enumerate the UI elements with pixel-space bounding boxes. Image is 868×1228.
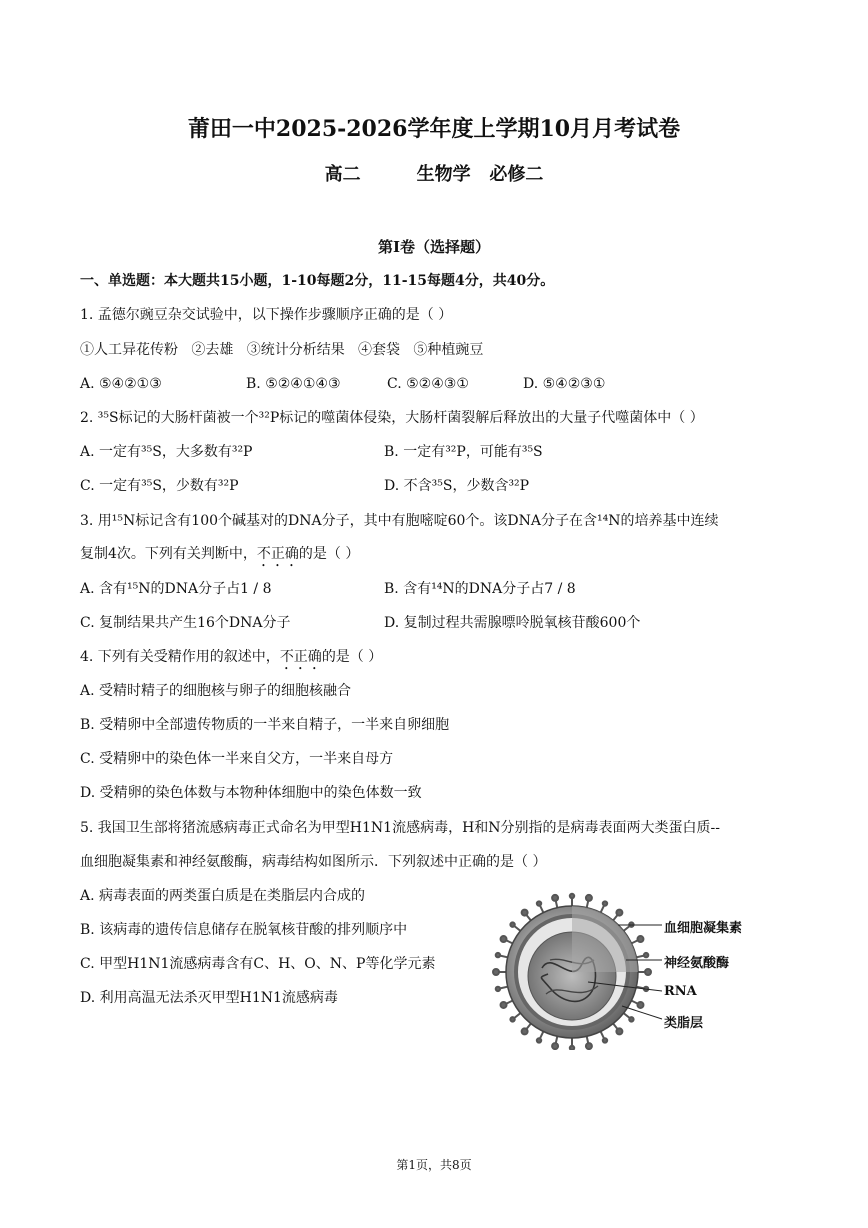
q3-option-d: D. 复制过程共需腺嘌呤脱氧核苷酸600个 [384, 615, 641, 631]
q4-option-c: C. 受精卵中的染色体一半来自父方，一半来自母方 [80, 751, 394, 767]
section-instructions: 一、单选题：本大题共15小题，1-10每题2分，11-15每题4分，共40分。 [80, 273, 555, 289]
exam-title: 莆田一中2025-2026学年度上学期10月月考试卷 [187, 116, 681, 142]
label-lipid-layer: 类脂层 [664, 1016, 704, 1031]
q4-stem [80, 647, 382, 673]
q4-stem-end: 的是（ ） [321, 649, 383, 665]
q3-stem-line2 [80, 544, 359, 570]
q3-option-c: C. 复制结果共产生16个DNA分子 [80, 615, 291, 631]
exam-subtitle [0, 160, 868, 186]
grade-label: 高二 [324, 164, 361, 185]
q1-steps: ①人工异花传粉 ②去雄 ③统计分析结果 ④套袋 ⑤种植豌豆 [80, 342, 484, 358]
label-hemagglutinin: 血细胞凝集素 [664, 921, 743, 936]
q5-stem-line1: 5. 我国卫生部将猪流感病毒正式命名为甲型H1N1流感病毒，H和N分别指的是病毒表面两大类蛋白质-- [80, 820, 720, 836]
label-rna: RNA [664, 984, 697, 999]
q3-stem-line1: 3. 用¹⁵N标记含有100个碱基对的DNA分子，其中有胞嘧啶60个。该DNA分子在含¹⁴N的培养基中连续 [80, 513, 719, 529]
q5-stem-line2: 血细胞凝集素和神经氨酸酶，病毒结构如图所示．下列叙述中正确的是（ ） [80, 854, 547, 870]
q5-option-d: D. 利用高温无法杀灭甲型H1N1流感病毒 [80, 990, 338, 1006]
q3-stem-text: 复制4次。下列有关判断中， [80, 546, 257, 562]
q1-option-a: A. ⑤④②①③ [80, 376, 162, 392]
q2-option-d: D. 不含³⁵S，少数含³²P [384, 478, 530, 494]
q2-option-b: B. 一定有³²P，可能有³⁵S [384, 444, 543, 460]
q4-option-d: D. 受精卵的染色体数与本物种体细胞中的染色体数一致 [80, 785, 422, 801]
subject-label: 生物学 必修二 [416, 164, 544, 185]
q3-emphasis: 不正确 [256, 546, 299, 562]
q5-option-b: B. 该病毒的遗传信息储存在脱氧核苷酸的排列顺序中 [80, 922, 408, 938]
q2-option-a: A. 一定有³⁵S，大多数有³²P [80, 444, 253, 460]
virus-figure [490, 890, 800, 1050]
q5-option-c: C. 甲型H1N1流感病毒含有C、H、O、N、P等化学元素 [80, 956, 436, 972]
q4-stem-text: 4. 下列有关受精作用的叙述中， [80, 649, 280, 665]
q2-option-c: C. 一定有³⁵S，少数有³²P [80, 478, 239, 494]
q1-stem: 1. 孟德尔豌豆杂交试验中，以下操作步骤顺序正确的是（ ） [80, 307, 453, 323]
q1-option-c: C. ⑤②④③① [387, 376, 469, 392]
q4-emphasis: 不正确 [279, 649, 322, 665]
q1-option-b: B. ⑤②④①④③ [246, 376, 341, 392]
q3-stem-end: 的是（ ） [298, 546, 360, 562]
section-title: 第I卷（选择题） [377, 238, 491, 256]
page-footer: 第1页，共8页 [396, 1158, 472, 1172]
q4-option-b: B. 受精卵中全部遗传物质的一半来自精子，一半来自卵细胞 [80, 717, 450, 733]
q1-option-d: D. ⑤④②③① [523, 376, 606, 392]
q5-option-a: A. 病毒表面的两类蛋白质是在类脂层内合成的 [80, 888, 366, 904]
q2-stem: 2. ³⁵S标记的大肠杆菌被一个³²P标记的噬菌体侵染，大肠杆菌裂解后释放出的大量子代噬菌体中（ ） [80, 410, 704, 426]
label-neuraminidase: 神经氨酸酶 [664, 956, 730, 971]
virus-illustration [490, 890, 800, 1050]
q3-option-a: A. 含有¹⁵N的DNA分子占1 / 8 [80, 581, 272, 597]
q3-option-b: B. 含有¹⁴N的DNA分子占7 / 8 [384, 581, 576, 597]
q4-option-a: A. 受精时精子的细胞核与卵子的细胞核融合 [80, 683, 352, 699]
